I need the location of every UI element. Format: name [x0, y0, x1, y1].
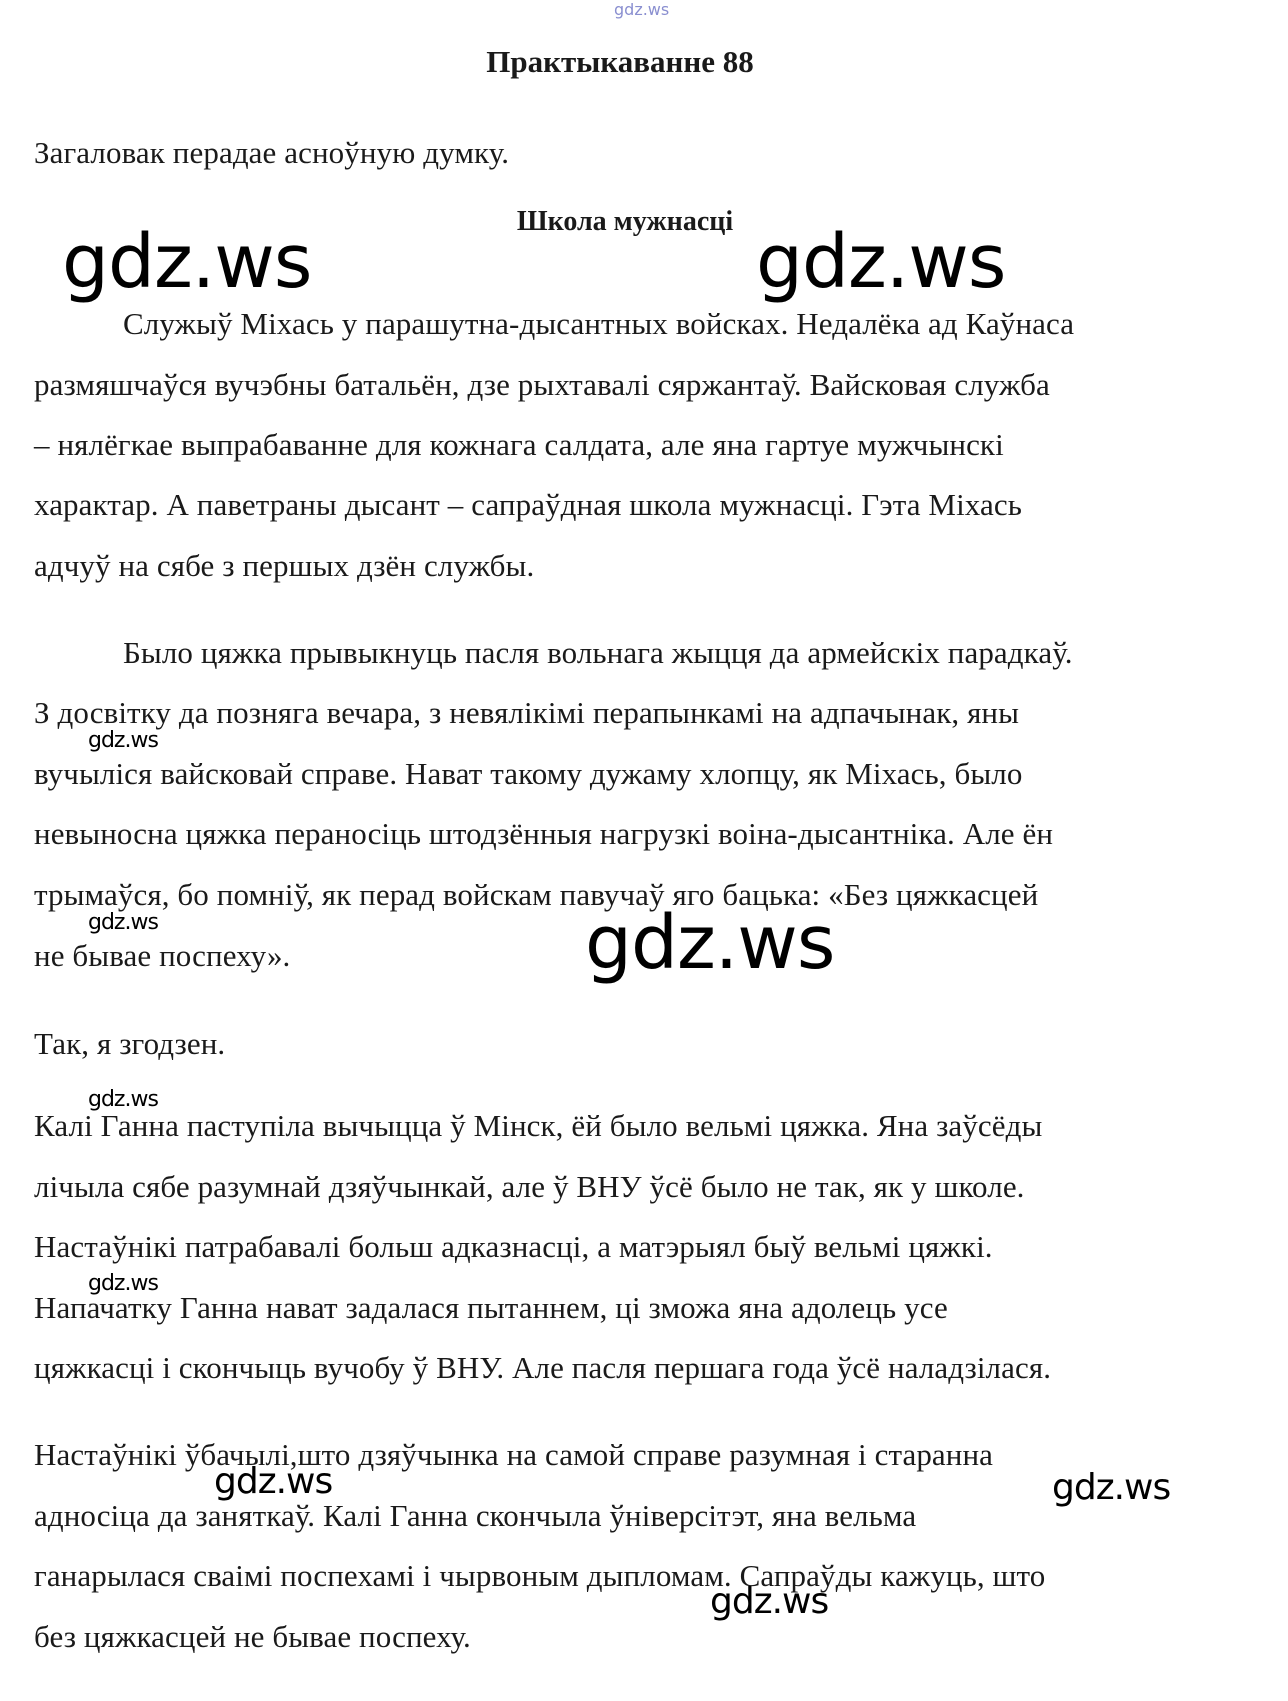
paragraph-3-line: Калі Ганна паступіла вычыцца ў Мінск, ёй было вельмі цяжка. Яна заўсёды [34, 1108, 1043, 1143]
watermark: gdz.ws [756, 219, 1006, 305]
paragraph-1-line: Служыў Міхась у парашутна-дысантных войсках. Недалёка ад Каўнаса [123, 306, 1075, 341]
paragraph-2-line: Было цяжка прывыкнуць пасля вольнага жыцця да армейскіх парадкаў. [123, 635, 1073, 670]
watermark: gdz.ws [88, 910, 158, 935]
watermark: gdz.ws [88, 1087, 158, 1112]
paragraph-3-line: лічыла сябе разумнай дзяўчынкай, але ў ВНУ ўсё было не так, як у школе. [34, 1169, 1025, 1204]
paragraph-2-line: трымаўся, бо помніў, як перад войскам павучаў яго бацька: «Без цяжкасцей [34, 877, 1039, 912]
paragraph-2-line: не бывае поспеху». [34, 938, 291, 973]
watermark: gdz.ws [88, 728, 158, 753]
answer-text: Так, я згодзен. [34, 1026, 226, 1061]
watermark: gdz.ws [710, 1581, 829, 1622]
paragraph-3-line: цяжкасці і скончыць вучобу ў ВНУ. Але пасля першага года ўсё наладзілася. [34, 1350, 1052, 1385]
paragraph-2-line: вучыліся вайсковай справе. Нават такому дужаму хлопцу, як Міхась, было [34, 756, 1023, 791]
paragraph-2-line: невыносна цяжка пераносіць штодзённыя нагрузкі воіна-дысантніка. Але ён [34, 816, 1054, 851]
paragraph-1-line: размяшчаўся вучэбны батальён, дзе рыхтавалі сяржантаў. Вайсковая служба [34, 367, 1050, 402]
watermark: gdz.ws [88, 1271, 158, 1296]
paragraph-4-line: без цяжкасцей не бывае поспеху. [34, 1619, 471, 1654]
paragraph-4-line: Настаўнікі ўбачылі,што дзяўчынка на самой справе разумная і старанна [34, 1437, 994, 1472]
intro-text: Загаловак перадае асноўную думку. [34, 135, 510, 170]
exercise-title: Практыкаванне 88 [486, 44, 754, 79]
paragraph-1-line: характар. А паветраны дысант – сапраўдная школа мужнасці. Гэта Міхась [34, 487, 1022, 522]
watermark: gdz.ws [1052, 1467, 1171, 1508]
paragraph-3-line: Напачатку Ганна нават задалася пытаннем, ці зможа яна адолець усе [34, 1290, 948, 1325]
paragraph-3-line: Настаўнікі патрабавалі больш адказнасці, а матэрыял быў вельмі цяжкі. [34, 1229, 993, 1264]
paragraph-4-line: адносіца да заняткаў. Калі Ганна скончыла ўніверсітэт, яна вельма [34, 1498, 917, 1533]
paragraph-2-line: З досвітку да позняга вечара, з невялікімі перапынкамі на адпачынак, яны [34, 695, 1020, 730]
watermark: gdz.ws [62, 219, 312, 305]
paragraph-4-line: ганарылася сваімі поспехамі і чырвоным дыпломам. Сапраўды кажуць, што [34, 1558, 1046, 1593]
paragraph-1-line: адчуў на сябе з першых дзён службы. [34, 548, 535, 583]
paragraph-1-line: – нялёгкае выпрабаванне для кожнага салдата, але яна гартуе мужчынскі [34, 427, 1004, 462]
watermark-top: gdz.ws [614, 0, 670, 19]
text-subtitle: Школа мужнасці [516, 206, 734, 237]
watermark: gdz.ws [214, 1461, 333, 1502]
watermark: gdz.ws [585, 900, 835, 986]
